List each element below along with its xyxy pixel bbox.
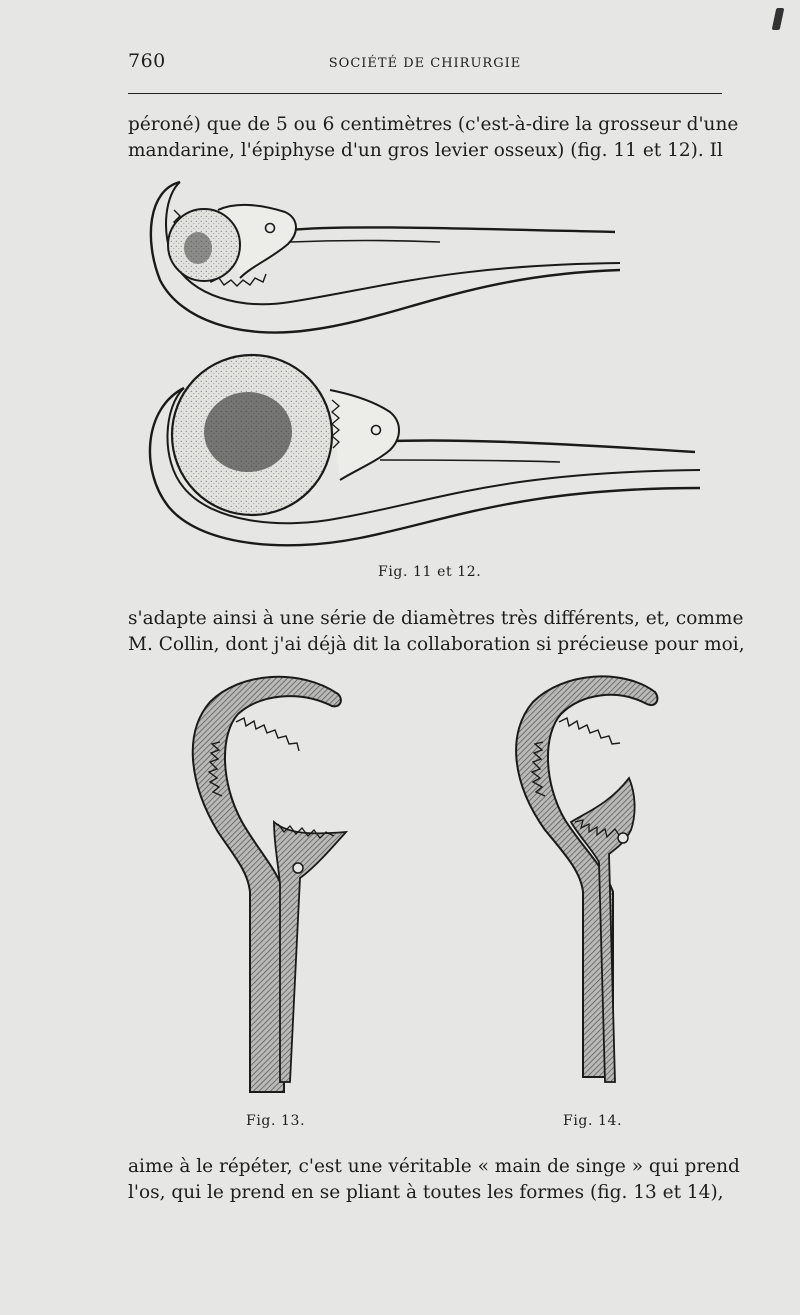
text-line: l'os, qui le prend en se pliant à toutes les formes (fig. 13 et 14), <box>128 1182 724 1203</box>
page-header <box>128 50 722 80</box>
paragraph-1 <box>128 112 739 164</box>
text-line: s'adapte ainsi à une série de diamètres très différents, et, comme <box>128 608 744 629</box>
margin-ink-mark <box>772 8 785 30</box>
figure-11-12-illustration <box>140 170 720 560</box>
figure-11-12-caption: Fig. 11 et 12. <box>378 564 482 580</box>
running-head: SOCIÉTÉ DE CHIRURGIE <box>328 56 522 71</box>
paragraph-2 <box>128 606 745 658</box>
figure-13-illustration <box>180 672 360 1102</box>
text-line: péroné) que de 5 ou 6 centimètres (c'est-à-dire la grosseur d'une <box>128 114 739 135</box>
text-line: mandarine, l'épiphyse d'un gros levier osseux) (fig. 11 et 12). Il <box>128 140 723 161</box>
forceps-large-bone <box>150 355 700 545</box>
paragraph-3 <box>128 1154 740 1206</box>
figure-14-caption: Fig. 14. <box>563 1113 623 1129</box>
text-line: aime à le répéter, c'est une véritable « main de singe » qui prend <box>128 1156 740 1177</box>
text-line: M. Collin, dont j'ai déjà dit la collaboration si précieuse pour moi, <box>128 634 745 655</box>
figure-14-illustration <box>505 672 685 1102</box>
page-number: 760 <box>128 50 166 72</box>
header-rule <box>128 93 722 94</box>
figure-13-caption: Fig. 13. <box>246 1113 306 1129</box>
forceps-small-bone <box>151 182 620 333</box>
